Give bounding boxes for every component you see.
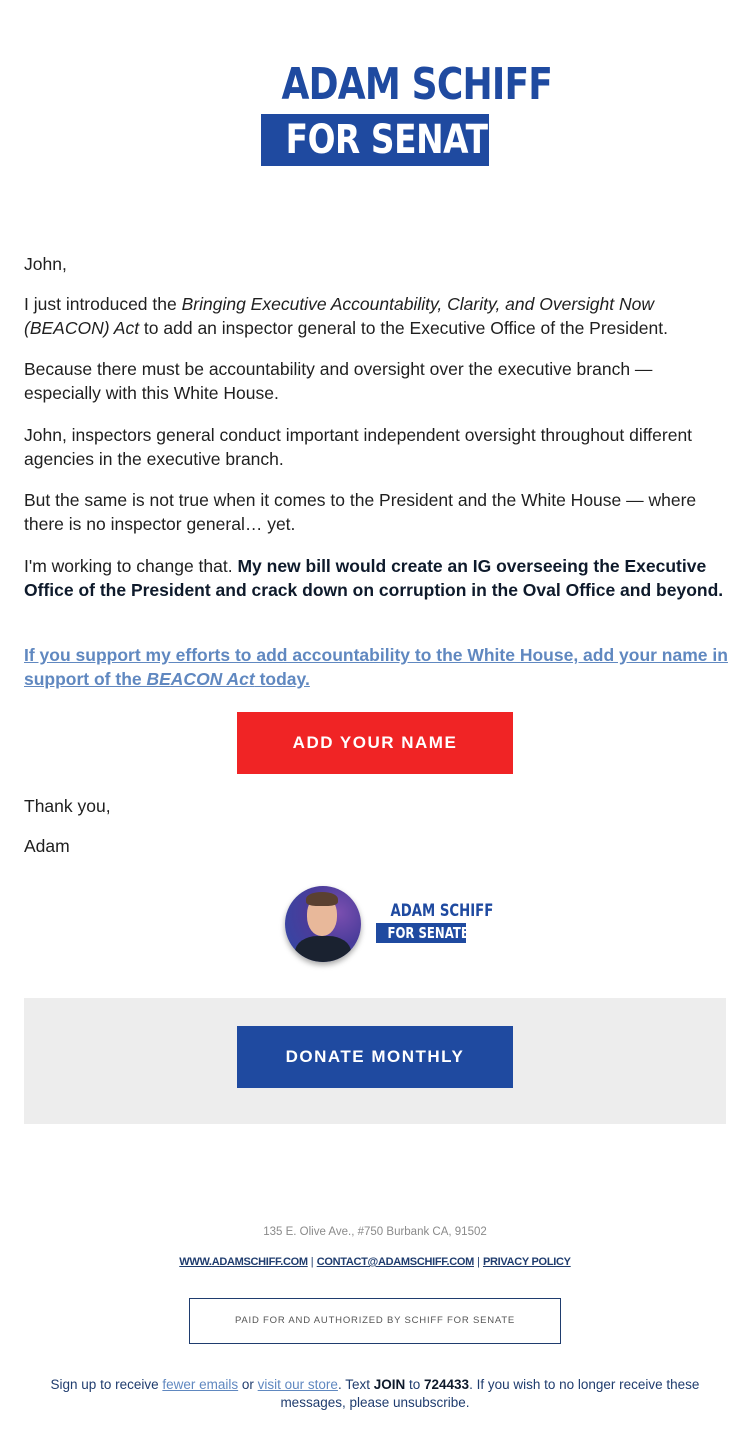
campaign-logo	[261, 59, 553, 166]
signup-text: Sign up to receive fewer emails or visit our store. Text JOIN to 724433. If you wish to no longer receive these messages, please unsubscribe.	[50, 1377, 700, 1410]
logo-name: ADAM SCHIFF	[281, 59, 553, 110]
signature-logo-name: ADAM SCHIFF	[390, 901, 494, 921]
greeting: John,	[24, 254, 67, 274]
add-your-name-button[interactable]: ADD YOUR NAME	[237, 712, 513, 774]
paragraph-3: John, inspectors general conduct important independent oversight throughout different agencies in the executive branch.	[24, 425, 693, 469]
logo-subtitle-bar	[261, 114, 510, 166]
avatar	[285, 886, 361, 962]
paragraph-5-bold: My new bill would create an IG overseeing the Executive Office of the President and crack down on corruption in the Oval Office and beyond.	[24, 556, 724, 600]
paragraph-4: But the same is not true when it comes to the President and the White House — where there is no inspector general… yet.	[24, 490, 697, 534]
signature-name: Adam	[24, 836, 70, 856]
paragraph-5: I'm working to change that. My new bill would create an IG overseeing the Executive Office of the President and crack down on corruption in the Oval Office and beyond.	[24, 556, 724, 600]
privacy-policy-link[interactable]: PRIVACY POLICY	[482, 1256, 571, 1268]
support-link-paragraph	[24, 643, 728, 691]
store-link[interactable]: visit our store	[257, 1377, 338, 1392]
logo-subtitle: FOR SENATE	[285, 117, 510, 163]
paragraph-2: Because there must be accountability and oversight over the executive branch — especially with this White House.	[24, 359, 653, 403]
donate-monthly-button[interactable]: DONATE MONTHLY	[237, 1026, 513, 1088]
paid-for-disclaimer: PAID FOR AND AUTHORIZED BY SCHIFF FOR SENATE	[189, 1298, 561, 1344]
paragraph-1: I just introduced the Bringing Executive Accountability, Clarity, and Oversight Now (BEACON) Act to add an inspector general to the Executive Office of the President.	[24, 294, 668, 338]
support-link[interactable]: If you support my efforts to add accountability to the White House, add your name in support of the BEACON Act today.	[24, 645, 728, 689]
closing: Thank you,	[24, 796, 111, 816]
footer-address: 135 E. Olive Ave., #750 Burbank CA, 91502	[263, 1226, 487, 1238]
contact-link[interactable]: CONTACT@ADAMSCHIFF.COM	[316, 1256, 474, 1268]
website-link[interactable]: WWW.ADAMSCHIFF.COM	[179, 1256, 308, 1268]
bill-name: Bringing Executive Accountability, Clarity, and Oversight Now (BEACON) Act	[24, 294, 654, 338]
signature-logo-subtitle: FOR SENATE	[387, 924, 469, 942]
fewer-emails-link[interactable]: fewer emails	[162, 1377, 239, 1392]
footer-links: WWW.ADAMSCHIFF.COM | CONTACT@ADAMSCHIFF.COM | PRIVACY POLICY	[179, 1256, 571, 1268]
signature-logo	[376, 901, 494, 943]
